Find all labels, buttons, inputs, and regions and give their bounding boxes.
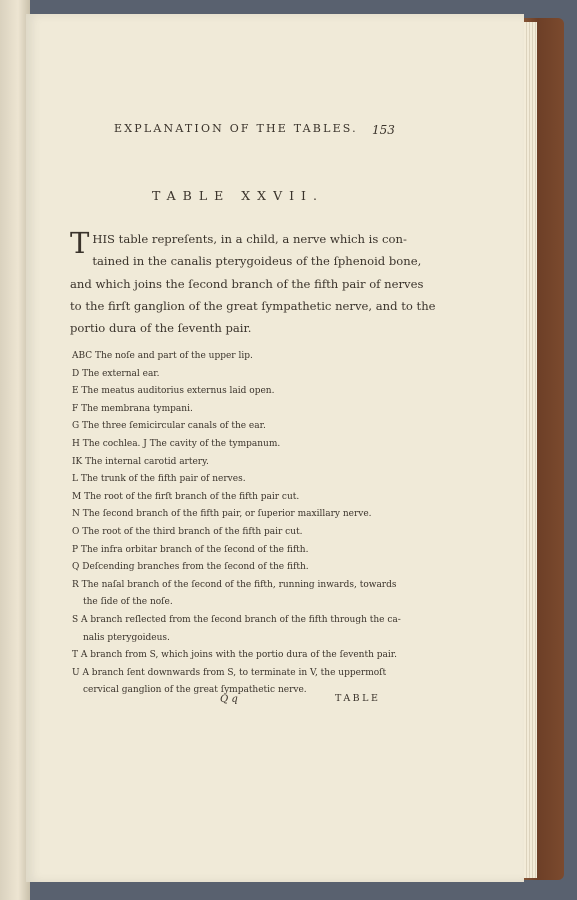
explanation-entry: P The infra orbitar branch of the ſecond of the fifth.	[72, 544, 309, 555]
explanation-entry: U A branch ſent downwards from S, to terminate in V, the uppermoſt	[72, 667, 387, 678]
explanation-entry: T A branch from S, which joins with the portio dura of the ſeventh pair.	[72, 650, 397, 661]
intro-line: to the firſt ganglion of the great ſympathetic nerve, and to the	[70, 298, 436, 313]
intro-line: tained in the canalis pterygoideus of the ſphenoid bone,	[92, 254, 422, 269]
explanation-entry: E The meatus auditorius externus laid open.	[72, 386, 275, 397]
page-number: 153	[372, 123, 395, 137]
explanation-entry: D The external ear.	[72, 368, 160, 379]
intro-line: HIS table repreſents, in a child, a nerve which is con-	[92, 232, 407, 246]
explanation-entry: Q Deſcending branches from the ſecond of the fifth.	[72, 562, 309, 573]
drop-cap: T	[70, 226, 90, 260]
explanation-entry: L The trunk of the fifth pair of nerves.	[72, 474, 246, 485]
signature-mark: Q q	[220, 694, 238, 705]
explanation-entry: IK The internal carotid artery.	[72, 456, 209, 467]
intro-paragraph	[70, 226, 436, 339]
explanation-entry: ABC The noſe and part of the upper lip.	[72, 351, 253, 361]
explanation-continuation: nalis pterygoideus.	[83, 632, 170, 643]
intro-line: portio dura of the ſeventh pair.	[70, 321, 252, 336]
explanation-entry: F The membrana tympani.	[72, 403, 193, 414]
explanation-entry: H The cochlea. J The cavity of the tympanum.	[72, 438, 281, 449]
table-title: TABLE XXVII.	[152, 188, 324, 203]
explanation-entry: O The root of the third branch of the fifth pair cut.	[72, 526, 303, 537]
book-page	[26, 14, 524, 882]
explanation-entry: G The three ſemicircular canals of the ear.	[72, 421, 266, 432]
explanation-continuation: the ſide of the noſe.	[83, 597, 173, 608]
explanation-entry: R The naſal branch of the ſecond of the fifth, running inwards, towards	[72, 579, 397, 590]
explanation-continuation: cervical ganglion of the great ſympathetic nerve.	[83, 685, 307, 696]
running-head: EXPLANATION OF THE TABLES.	[114, 122, 358, 135]
explanation-entry: S A branch reſlected from the ſecond branch of the fifth through the ca-	[72, 614, 401, 625]
catchword: TABLE	[335, 693, 381, 704]
explanation-entry: N The ſecond branch of the fifth pair, or ſuperior maxillary nerve.	[72, 509, 372, 520]
intro-line: and which joins the ſecond branch of the fifth pair of nerves	[70, 276, 424, 291]
explanation-list	[72, 348, 401, 700]
explanation-entry: M The root of the firſt branch of the fifth pair cut.	[72, 491, 300, 502]
